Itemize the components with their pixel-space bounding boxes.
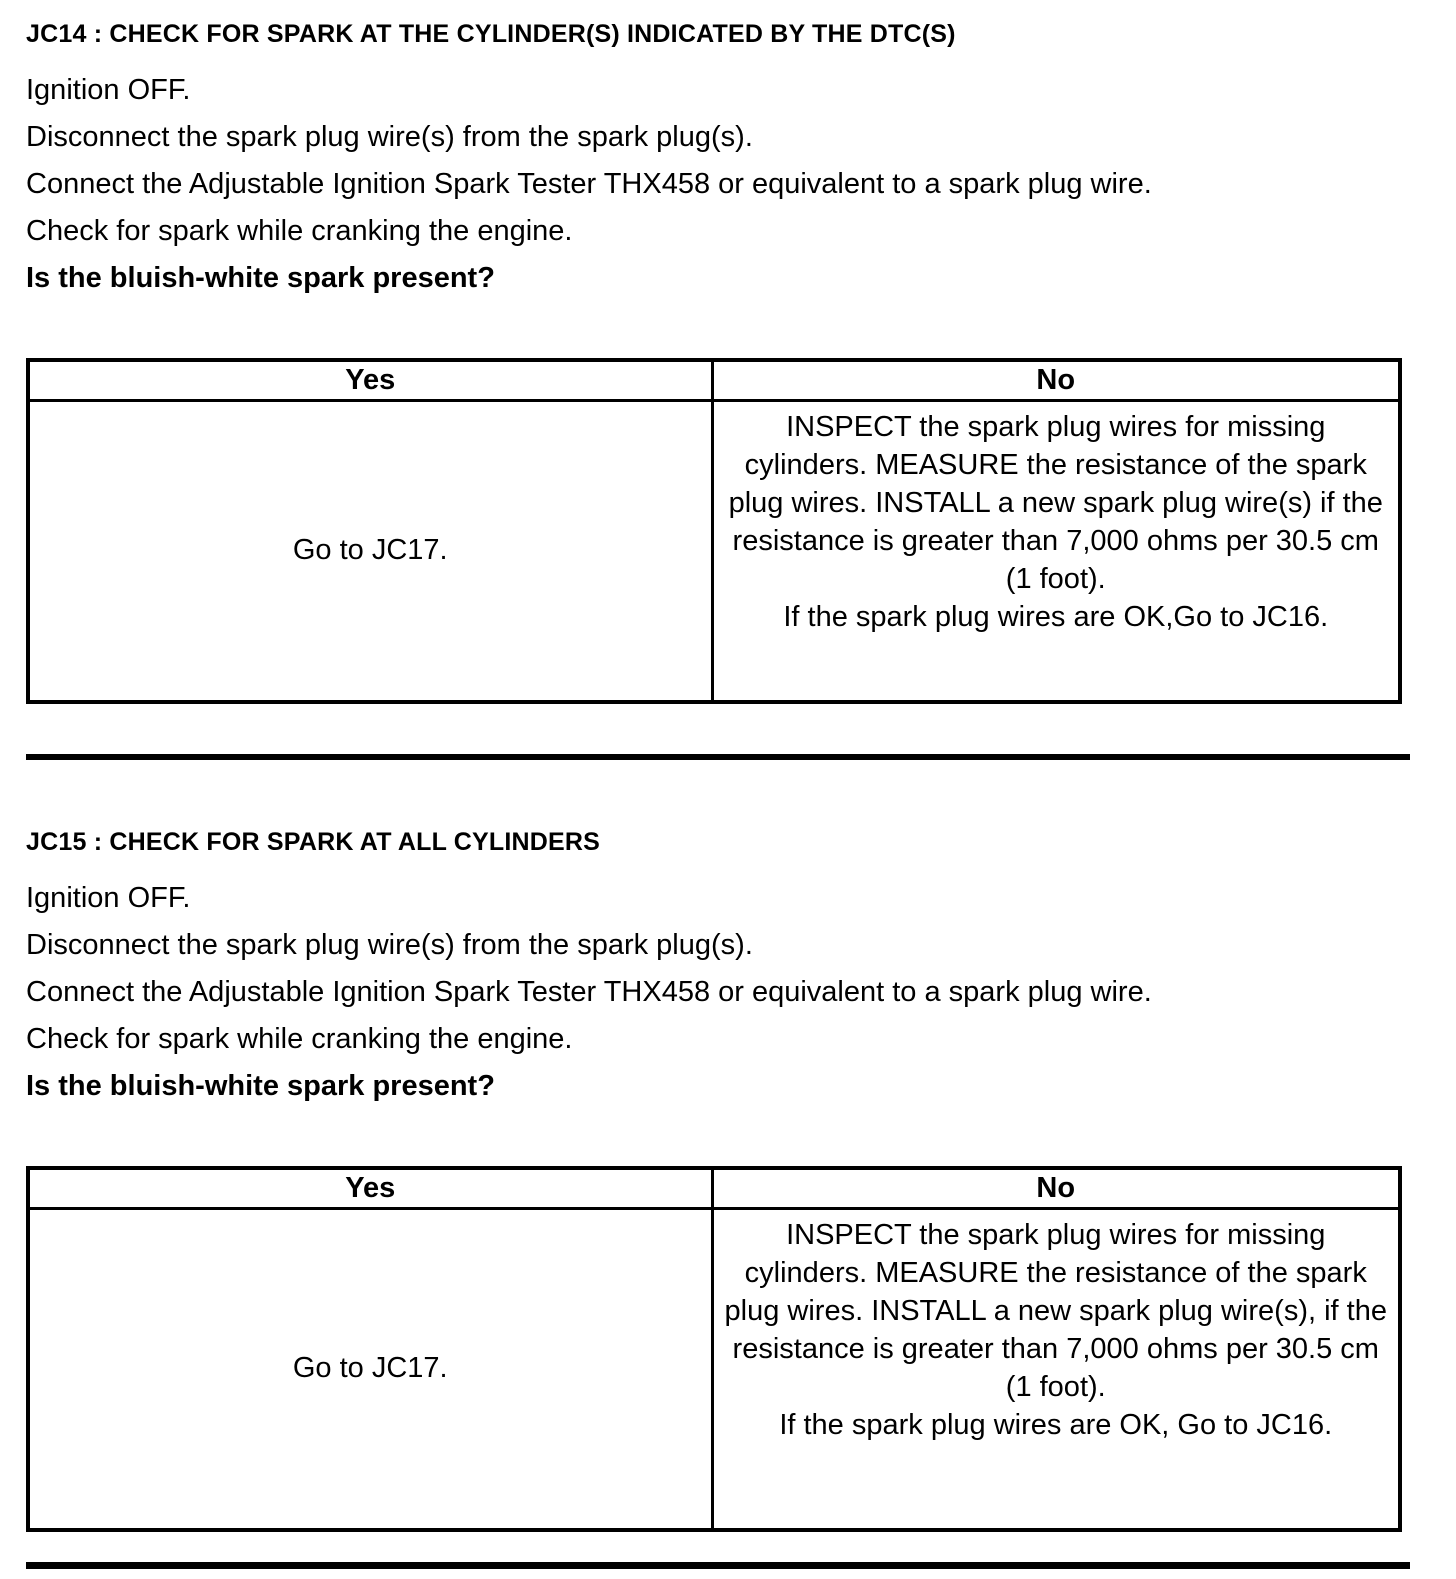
- step-line: Disconnect the spark plug wire(s) from the spark plug(s).: [26, 929, 753, 961]
- no-cell-followup: If the spark plug wires are OK, Go to JC16.: [779, 1408, 1333, 1441]
- yes-header: Yes: [28, 360, 712, 400]
- no-cell-followup: If the spark plug wires are OK,Go to JC16.: [783, 600, 1329, 633]
- yes-cell: Go to JC17.: [28, 1208, 712, 1530]
- no-header: No: [712, 1168, 1400, 1208]
- step-line: Disconnect the spark plug wire(s) from the spark plug(s).: [26, 121, 753, 153]
- table-body-row: [28, 1208, 1400, 1530]
- yes-cell: Go to JC17.: [28, 400, 712, 702]
- table-body-row: [28, 400, 1400, 702]
- no-header: No: [712, 360, 1400, 400]
- no-cell: [712, 1208, 1400, 1530]
- step-line: Check for spark while cranking the engine.: [26, 1023, 573, 1055]
- bottom-rule: [26, 1562, 1410, 1569]
- section-jc15: [26, 828, 1430, 1532]
- step-line: Connect the Adjustable Ignition Spark Tester THX458 or equivalent to a spark plug wire.: [26, 168, 1152, 200]
- decision-table-jc14: [26, 358, 1402, 704]
- step-line: Ignition OFF.: [26, 74, 191, 106]
- no-cell: [712, 400, 1400, 702]
- section-heading-jc15: JC15 : CHECK FOR SPARK AT ALL CYLINDERS: [26, 828, 601, 856]
- step-line: Connect the Adjustable Ignition Spark Tester THX458 or equivalent to a spark plug wire.: [26, 976, 1152, 1008]
- step-line: Ignition OFF.: [26, 882, 191, 914]
- step-line: Check for spark while cranking the engine.: [26, 215, 573, 247]
- section-divider-rule: [26, 754, 1410, 760]
- section-heading-jc14: JC14 : CHECK FOR SPARK AT THE CYLINDER(S) INDICATED BY THE DTC(S): [26, 20, 956, 48]
- no-cell-paragraph: INSPECT the spark plug wires for missing cylinders. MEASURE the resistance of the spark plug wires. INSTALL a new spark plug wire(s) if the resistance is greater than 7,000 ohms per 30.5 cm (1 foot).: [728, 410, 1383, 595]
- yes-header: Yes: [28, 1168, 712, 1208]
- table-header-row: [28, 360, 1400, 400]
- question-line: Is the bluish-white spark present?: [26, 262, 495, 294]
- no-cell-paragraph: INSPECT the spark plug wires for missing cylinders. MEASURE the resistance of the spark plug wires. INSTALL a new spark plug wire(s), if the resistance is greater than 7,000 ohms per 30.5 cm (1 foot).: [724, 1218, 1387, 1403]
- question-line: Is the bluish-white spark present?: [26, 1070, 495, 1102]
- section-jc14: [26, 20, 1430, 704]
- table-header-row: [28, 1168, 1400, 1208]
- decision-table-jc15: [26, 1166, 1402, 1532]
